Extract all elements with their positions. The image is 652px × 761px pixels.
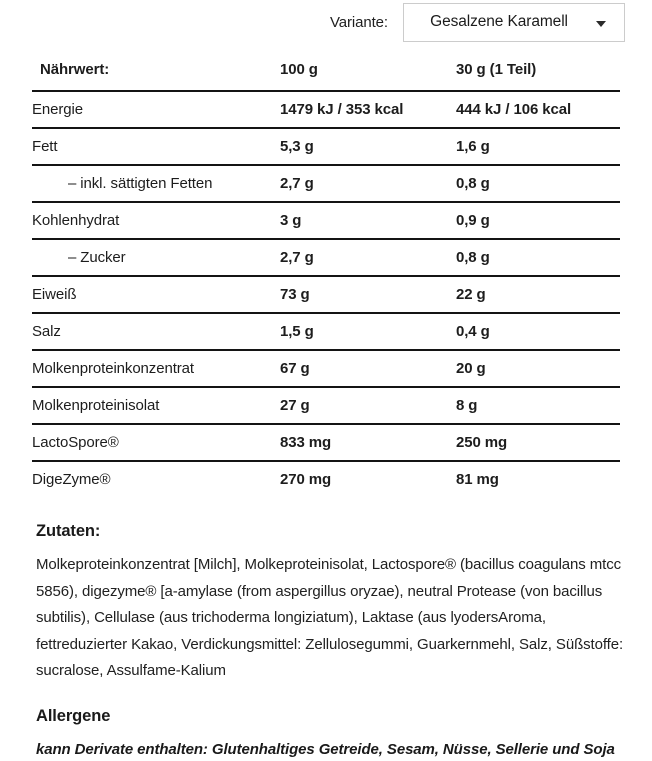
col-header-100g: 100 g	[280, 61, 318, 78]
allergens-text: kann Derivate enthalten: Glutenhaltiges Getreide, Sesam, Nüsse, Sellerie und Soja	[36, 740, 615, 758]
table-row	[32, 91, 620, 128]
nutrient-label: – Zucker	[68, 249, 126, 266]
ingredients-heading: Zutaten:	[36, 522, 101, 540]
value-per-100g: 1,5 g	[280, 323, 314, 340]
value-per-30g: 250 mg	[456, 434, 508, 451]
value-per-100g: 1479 kJ / 353 kcal	[280, 101, 404, 118]
variant-label: Variante:	[329, 13, 388, 31]
col-header-30g: 30 g (1 Teil)	[456, 61, 537, 78]
nutrient-label: Salz	[32, 323, 61, 340]
table-row	[32, 350, 620, 387]
nutrient-label: Molkenproteinkonzentrat	[32, 360, 194, 377]
value-per-100g: 2,7 g	[280, 175, 314, 192]
chevron-down-icon	[596, 21, 606, 27]
nutrient-label: Eiweiß	[32, 286, 77, 303]
variant-dropdown[interactable]	[403, 3, 625, 42]
value-per-100g: 67 g	[280, 360, 310, 377]
table-row	[32, 128, 620, 165]
value-per-30g: 444 kJ / 106 kcal	[456, 101, 572, 118]
value-per-30g: 22 g	[456, 286, 486, 303]
value-per-30g: 1,6 g	[456, 138, 490, 155]
value-per-30g: 0,4 g	[456, 323, 490, 340]
table-header-row	[32, 57, 620, 91]
col-header-nutrient: Nährwert:	[40, 61, 110, 78]
value-per-30g: 0,9 g	[456, 212, 490, 229]
nutrient-label: DigeZyme®	[32, 471, 111, 488]
table-row	[32, 239, 620, 276]
value-per-30g: 0,8 g	[456, 175, 490, 192]
table-row	[32, 424, 620, 461]
value-per-100g: 27 g	[280, 397, 310, 414]
value-per-30g: 81 mg	[456, 471, 499, 488]
value-per-30g: 20 g	[456, 360, 486, 377]
value-per-100g: 3 g	[280, 212, 302, 229]
nutrient-label: Energie	[32, 101, 84, 118]
nutrient-label: LactoSpore®	[32, 434, 119, 451]
table-row	[32, 202, 620, 239]
value-per-30g: 0,8 g	[456, 249, 490, 266]
value-per-100g: 833 mg	[280, 434, 332, 451]
variant-selected-value: Gesalzene Karamell	[430, 13, 568, 30]
table-row	[32, 276, 620, 313]
value-per-100g: 5,3 g	[280, 138, 314, 155]
table-row	[32, 165, 620, 202]
allergens-heading: Allergene	[36, 706, 111, 725]
value-per-100g: 270 mg	[280, 471, 332, 488]
nutrient-label: Fett	[32, 138, 58, 155]
table-row	[32, 313, 620, 350]
value-per-30g: 8 g	[456, 397, 478, 414]
nutrient-label: – inkl. sättigten Fetten	[68, 175, 213, 192]
table-row	[32, 461, 620, 497]
ingredients-text: Molkeproteinkonzentrat [Milch], Molkeproteinisolat, Lactospore® (bacillus coagulans mtcc 5856), digezyme® [a-amylase (from aspergillus oryzae), neutral Protease (von bacillus subtilis), Cellulase (aus trichoderma longiziatum), Laktase (aus lyodersAroma, fettreduzierter Kakao, Verdickungsmittel: Zellulosegummi, Guarkernmehl, Salz, Süßstoffe: sucralose, Assulfame-Kalium	[36, 556, 624, 679]
value-per-100g: 2,7 g	[280, 249, 314, 266]
nutrient-label: Molkenproteinisolat	[32, 397, 160, 414]
value-per-100g: 73 g	[280, 286, 310, 303]
nutrition-table	[32, 57, 620, 497]
nutrient-label: Kohlenhydrat	[32, 212, 120, 229]
variant-selector-row	[0, 0, 652, 42]
table-row	[32, 387, 620, 424]
